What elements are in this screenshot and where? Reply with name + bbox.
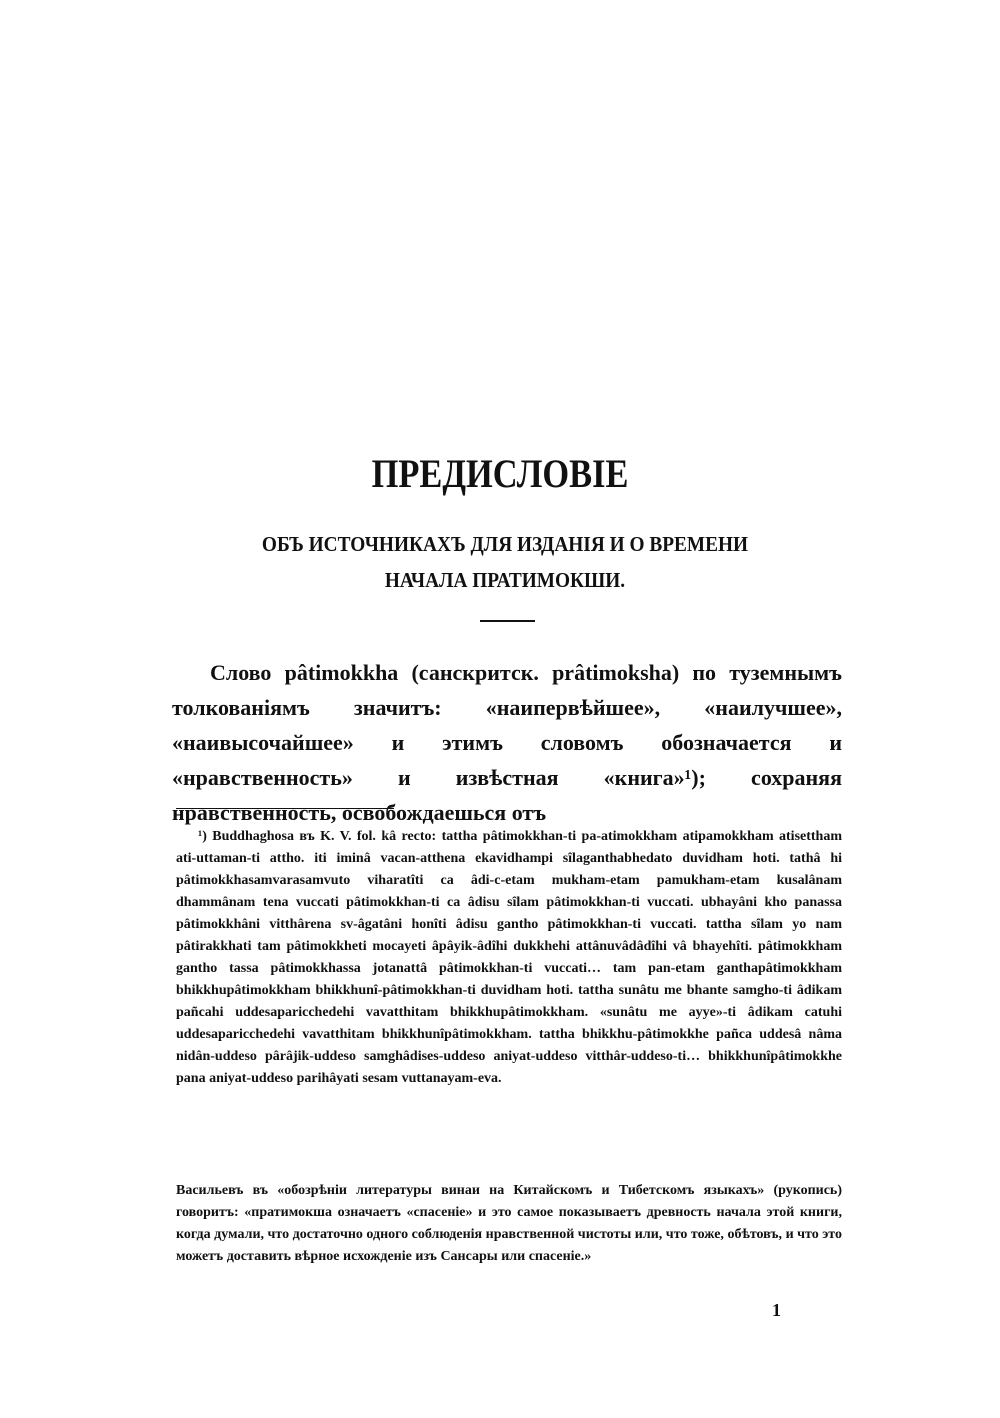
- page-subtitle: ОБЪ ИСТОЧНИКАХЪ ДЛЯ ИЗДАНІЯ И О ВРЕМЕНИ НАЧАЛА ПРАТИМОКШИ.: [261, 532, 749, 592]
- footnote-1: [176, 826, 842, 1090]
- footnote-1-text: Buddhaghosa въ K. V. fol. kâ recto: tattha pâtimokkhan-ti pa-atimokkham atipamokkham atisettham ati-uttaman-ti attho. iti iminâ vacan-atthena ekavidhampi sîlaganthabhedato duvidham hoti. tathâ hi pâtimokkhasamvarasamvuto viharatîti ca âdi-c-etam mukham-etam pamukham-etam kusalânam dhammânam tena vuccati pâtimokkhan-ti ca âdisu sîlam pâtimokkhan-ti vuccati. ubhayâni kho panassa pâtimokkhâni vitthârena sv-âgatâni honîti âdisu gantho pâtimokkhan-ti vuccati. tattha sîlam yo nam pâtirakkhati tam pâtimokkheti mocayeti âpâyik-âdîhi dukkhehi attânuvâdâdîhi vâ bhayehîti. pâtimokkham gantho tassa pâtimokkhassa jotanattâ pâtimokkhan-ti vuccati… tam pan-etam ganthapâtimokkham bhikkhupâtimokkham bhikkhunî-pâtimokkhan-ti duvidham hoti. tattha sunâtu me bhante samgho-ti âdikam pañcahi uddesaparicchedehi vavatthitam bhikkhupâtimokkham. «sunâtu me ayye»-ti âdikam catuhi uddesaparicchedehi vavatthitam bhikkhunîpâtimokkham. tattha bhikkhu-pâtimokkhe pañca uddesâ nâma nidân-uddeso pârâjik-uddeso samghâdises-uddeso aniyat-uddeso vitthâr-uddeso-ti… bhikkhunîpâtimokkhe pana aniyat-uddeso parihâyati sesam vuttanayam-eva.: [176, 829, 843, 1086]
- body-paragraph-text: Слово pâtimokkha (санскритск. prâtimoksha) по туземнымъ толкованіямъ значитъ: «наипервѣйшее», «наилучшее», «наивысочайшее» и этимъ словомъ обозначается и «нравственность» и извѣстная «книга»¹); сохраняя нравственность, освобождаешься отъ: [172, 660, 842, 825]
- footnote-2-text: Васильевъ въ «обозрѣніи литературы винаи на Китайскомъ и Тибетскомъ языкахъ» (рукопись) говоритъ: «пратимокша означаетъ «спасеніе» и это самое показываетъ древность начала этой книги, когда думали, что достаточно одного соблюденія нравственной чистоты или, что тоже, обѣтовъ, и что это можетъ доставить вѣрное исхожденіе изъ Сансары или спасеніе.»: [176, 1183, 842, 1264]
- footnote-marker: ¹): [198, 829, 207, 844]
- body-paragraph: [172, 655, 842, 830]
- footnote-2: [176, 1180, 842, 1268]
- page-number: 1: [772, 1300, 781, 1320]
- footnote-divider: [176, 808, 394, 809]
- page-title: ПРЕДИСЛОВІЕ: [371, 451, 629, 496]
- title-divider: [480, 620, 535, 622]
